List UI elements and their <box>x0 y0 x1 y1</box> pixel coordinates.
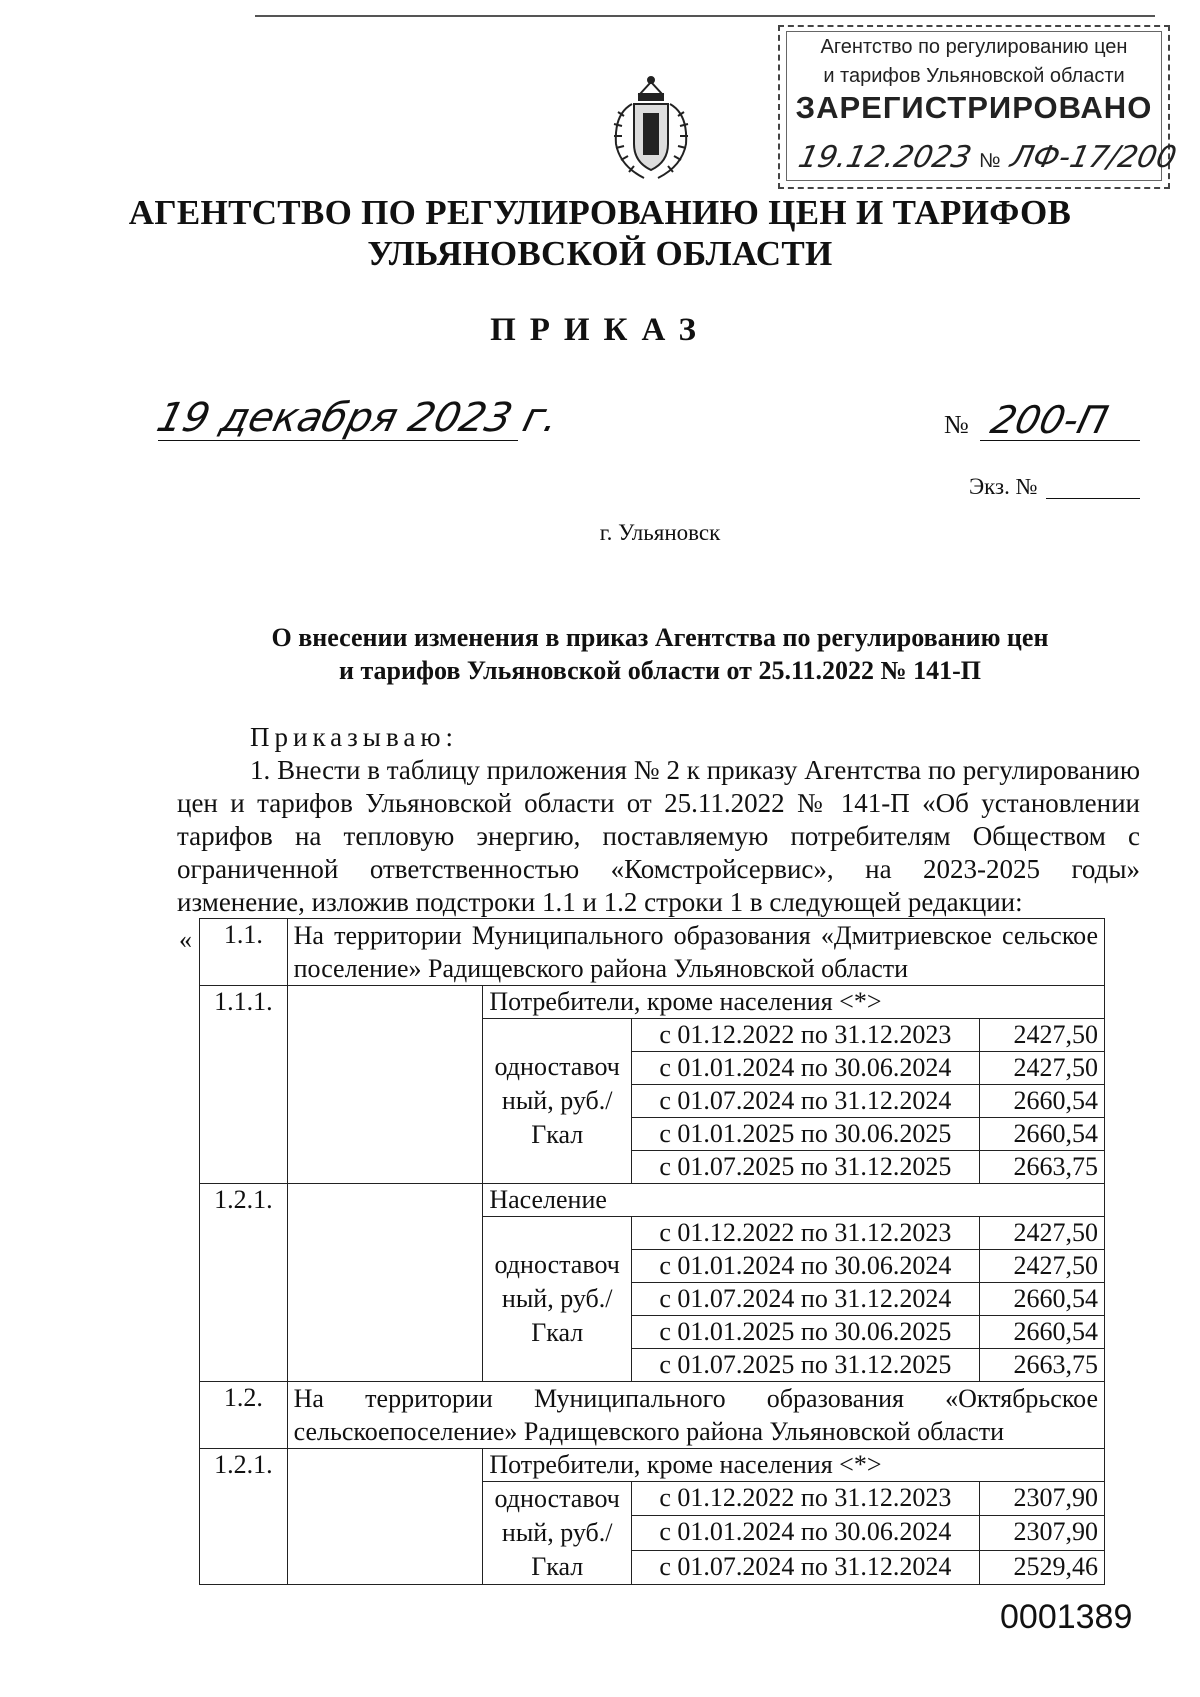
value: 2663,75 <box>979 1349 1104 1382</box>
agency-name-line2: УЛЬЯНОВСКОЙ ОБЛАСТИ <box>367 234 833 273</box>
period: с 01.01.2024 по 30.06.2024 <box>632 1516 980 1550</box>
handwritten-date: 19 декабря 2023 г. <box>152 395 564 441</box>
period: с 01.01.2025 по 30.06.2025 <box>632 1316 980 1349</box>
stamp-line2: и тарифов Ульяновской области <box>823 65 1125 87</box>
paragraph-1: 1. Внести в таблицу приложения № 2 к приказу Агентства по регулированию цен и тарифов Ульяновской области от 25.11.2022 № 141-П «Об установлении тарифов на тепловую энергию, поставляемую потребителям Обществом с ограниченной ответственностью «Комстройсервис», на 2023-2025 годы» изменение, изложив подстроки 1.1 и 1.2 строки 1 в следующей редакции: <box>177 755 1140 917</box>
tariff-type: одноставоч ный, руб./Гкал <box>483 1482 632 1585</box>
top-rule <box>255 15 1155 17</box>
table-row <box>200 1449 1105 1482</box>
value: 2307,90 <box>979 1482 1104 1516</box>
table-row <box>200 919 1105 986</box>
value: 2427,50 <box>979 1250 1104 1283</box>
stamp-frame <box>786 31 1180 181</box>
copy-label: Экз. № <box>969 474 1038 499</box>
stamp-number: ЛФ-17/200 <box>1007 140 1180 175</box>
tariff-table <box>199 918 1105 1585</box>
subject-line2: и тарифов Ульяновской области от 25.11.2022 № 141-П <box>338 656 982 685</box>
tariff-type: одноставоч ный, руб./Гкал <box>483 1217 632 1382</box>
group-num: 1.2.1. <box>200 1184 288 1382</box>
value: 2427,50 <box>979 1052 1104 1085</box>
section-num: 1.1. <box>200 919 288 986</box>
period: с 01.07.2024 по 31.12.2024 <box>632 1085 980 1118</box>
date-underline <box>158 440 518 441</box>
value: 2660,54 <box>979 1085 1104 1118</box>
open-quote: « <box>179 925 192 954</box>
copy-underline <box>1046 498 1140 499</box>
period: с 01.07.2025 по 31.12.2025 <box>632 1349 980 1382</box>
value: 2307,90 <box>979 1516 1104 1550</box>
group-title: Потребители, кроме населения <*> <box>483 986 1105 1019</box>
number-label: № <box>944 410 969 439</box>
tariff-type: одноставоч ный, руб./Гкал <box>483 1019 632 1184</box>
serial-number: 0001389 <box>1000 1598 1133 1636</box>
order-word: Приказываю: <box>250 722 458 752</box>
period: с 01.01.2025 по 30.06.2025 <box>632 1118 980 1151</box>
value: 2529,46 <box>979 1550 1104 1584</box>
agency-name-line1: АГЕНТСТВО ПО РЕГУЛИРОВАНИЮ ЦЕН И ТАРИФОВ <box>128 193 1072 232</box>
period: с 01.01.2024 по 30.06.2024 <box>632 1052 980 1085</box>
city: г. Ульяновск <box>599 520 721 545</box>
group-num: 1.2.1. <box>200 1449 288 1585</box>
handwritten-number: 200-П <box>986 398 1113 442</box>
table-row <box>200 1184 1105 1217</box>
stamp-line1: Агентство по регулированию цен <box>820 36 1128 58</box>
section-desc: На территории Муниципального образования «Дмитриевское сельское поселение» Радищевского района Ульяновской области <box>287 919 1104 986</box>
empty-cell <box>287 1184 483 1382</box>
subject-line1: О внесении изменения в приказ Агентства по регулированию цен <box>271 623 1049 652</box>
table-row <box>200 1382 1105 1449</box>
period: с 01.07.2024 по 31.12.2024 <box>632 1550 980 1584</box>
stamp-date: 19.12.2023 <box>795 140 975 175</box>
period: с 01.01.2024 по 30.06.2024 <box>632 1250 980 1283</box>
stamp-no-label: № <box>979 150 1001 172</box>
empty-cell <box>287 1449 483 1585</box>
period: с 01.12.2022 по 31.12.2023 <box>632 1019 980 1052</box>
number-underline <box>980 440 1140 441</box>
period: с 01.12.2022 по 31.12.2023 <box>632 1482 980 1516</box>
value: 2660,54 <box>979 1118 1104 1151</box>
value: 2427,50 <box>979 1217 1104 1250</box>
document-type: ПРИКАЗ <box>490 312 710 348</box>
period: с 01.07.2025 по 31.12.2025 <box>632 1151 980 1184</box>
empty-cell <box>287 986 483 1184</box>
value: 2427,50 <box>979 1019 1104 1052</box>
registration-stamp <box>778 25 1180 189</box>
group-num: 1.1.1. <box>200 986 288 1184</box>
period: с 01.07.2024 по 31.12.2024 <box>632 1283 980 1316</box>
section-num: 1.2. <box>200 1382 288 1449</box>
period: с 01.12.2022 по 31.12.2023 <box>632 1217 980 1250</box>
group-title: Потребители, кроме населения <*> <box>483 1449 1105 1482</box>
value: 2663,75 <box>979 1151 1104 1184</box>
value: 2660,54 <box>979 1316 1104 1349</box>
coat-of-arms-icon <box>604 74 698 184</box>
stamp-status: ЗАРЕГИСТРИРОВАНО <box>795 90 1153 125</box>
table-row <box>200 986 1105 1019</box>
group-title: Население <box>483 1184 1105 1217</box>
section-desc: На территории Муниципального образования «Октябрьское сельскоепоселение» Радищевского района Ульяновской области <box>287 1382 1104 1449</box>
value: 2660,54 <box>979 1283 1104 1316</box>
